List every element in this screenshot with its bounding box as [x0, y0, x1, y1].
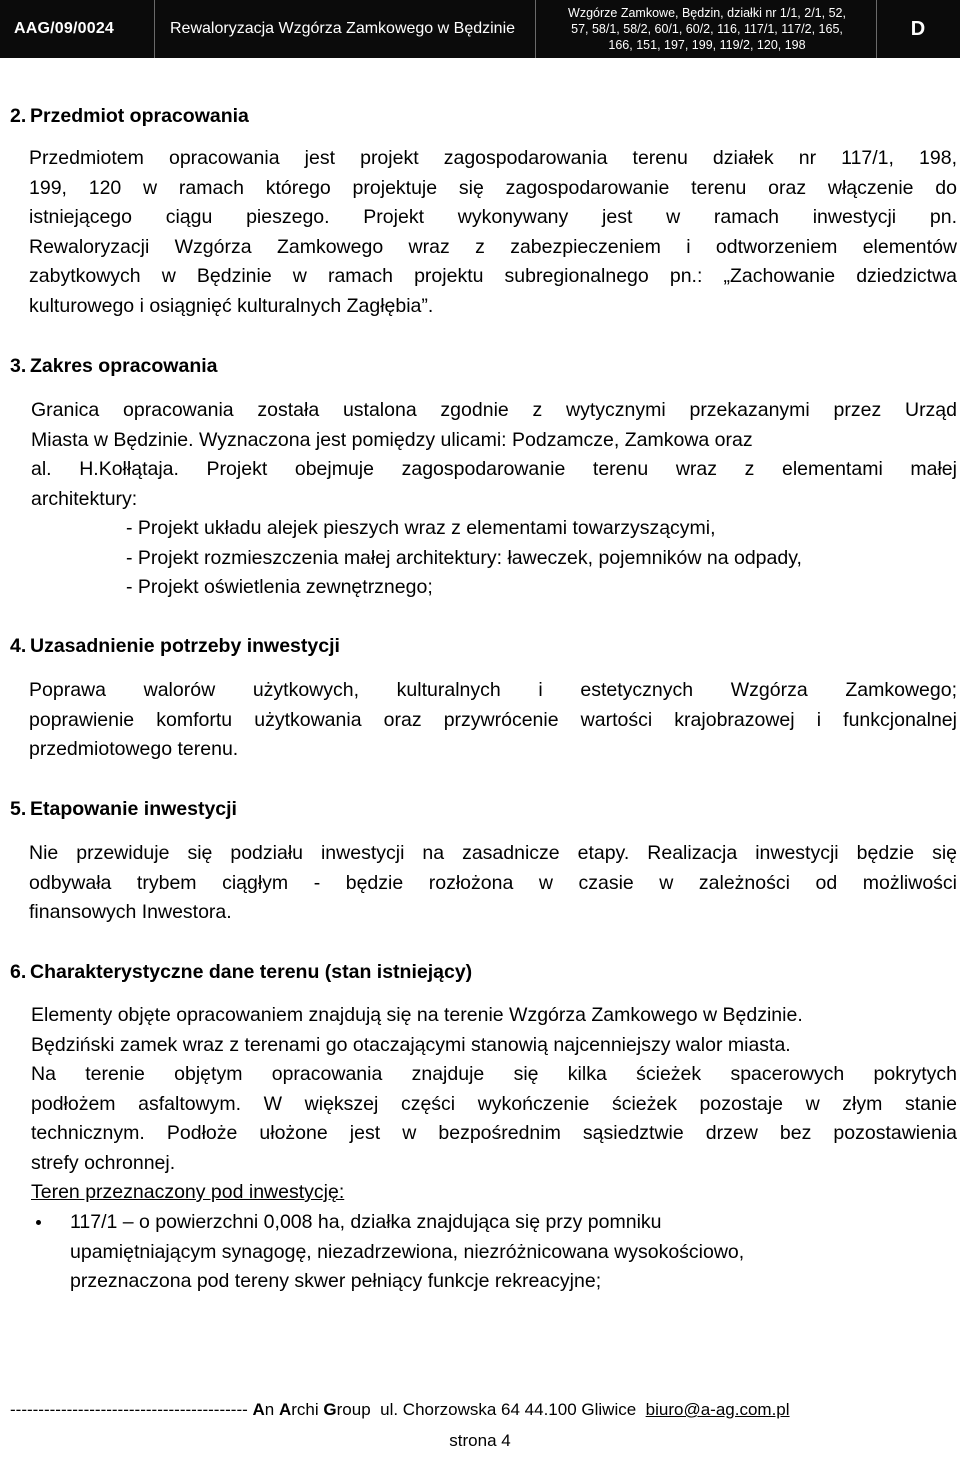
text-line: Granica opracowania została ustalona zgodnie z wytycznymi przekazanymi przez Urząd	[31, 399, 957, 421]
text-line: zabytkowych w Będzinie w ramach projektu subregionalnego pn.: „Zachowanie dziedzictwa	[29, 265, 957, 287]
text-line: istniejącego ciągu pieszego. Projekt wykonywany jest w ramach inwestycji pn.	[29, 206, 957, 228]
list-item: - Projekt układu alejek pieszych wraz z elementami towarzyszącymi,	[126, 517, 716, 539]
header-divider	[154, 0, 155, 58]
list-item: - Projekt rozmieszczenia małej architektury: ławeczek, pojemników na odpady,	[126, 546, 802, 569]
page-number: strona 4	[449, 1431, 511, 1450]
section-paragraph	[29, 676, 957, 765]
document-header	[0, 0, 960, 58]
section-heading	[10, 634, 340, 658]
section-paragraph	[29, 144, 957, 321]
location-line: Wzgórze Zamkowe, Będzin, działki nr 1/1, 2/1, 52,	[568, 6, 846, 20]
header-divider	[876, 0, 877, 58]
text-line: Miasta w Będzinie. Wyznaczona jest pomiędzy ulicami: Podzamcze, Zamkowa oraz	[31, 428, 753, 451]
section-title: Charakterystyczne dane terenu (stan istniejący)	[30, 961, 473, 983]
section-heading	[10, 797, 237, 821]
text-line: kulturowego i osiągnięć kulturalnych Zagłębia”.	[29, 294, 434, 317]
project-location	[548, 5, 866, 53]
section-paragraph	[31, 396, 957, 514]
bullet-icon	[36, 1220, 41, 1225]
section-paragraph	[29, 839, 957, 928]
section-number: 5.	[10, 798, 27, 820]
text-line: odbywała trybem ciągłym - będzie rozłożona w czasie w zależności od możliwości	[29, 871, 957, 894]
section-heading	[10, 960, 472, 984]
list-item: upamiętniającym synagogę, niezadrzewiona, niezróżnicowana wysokościowo,	[70, 1240, 745, 1263]
text-line: Na terenie objętym opracowania znajduje się kilka ścieżek spacerowych pokrytych	[31, 1063, 957, 1085]
company-address: ul. Chorzowska 64 44.100 Gliwice	[380, 1400, 637, 1419]
section-title: Przedmiot opracowania	[30, 105, 249, 127]
text-line: al. H.Kołłątaja. Projekt obejmuje zagospodarowanie terenu wraz z elementami małej	[31, 458, 957, 480]
text-line: Przedmiotem opracowania jest projekt zagospodarowania terenu działek nr 117/1, 198,	[29, 147, 957, 169]
project-title: Rewaloryzacja Wzgórza Zamkowego w Będzinie	[170, 20, 516, 37]
list-item: 117/1 – o powierzchni 0,008 ha, działka znajdująca się przy pomniku	[70, 1211, 662, 1233]
text-line: poprawienie komfortu użytkowania oraz przywrócenie wartości krajobrazowej i funkcjonalnej	[29, 708, 957, 731]
text-line: technicznym. Podłoże ułożone jest w bezpośrednim sąsiedztwie drzew bez pozostawienia	[31, 1122, 957, 1144]
text-line: Będziński zamek wraz z terenami go otaczającymi stanowią najcenniejszy walor miasta.	[31, 1033, 791, 1056]
company-name: An Archi Group	[252, 1400, 371, 1419]
parcel-list	[70, 1208, 950, 1297]
text-line: strefy ochronnej.	[31, 1151, 176, 1174]
location-line: 166, 151, 197, 199, 119/2, 120, 198	[608, 38, 806, 52]
header-divider	[535, 0, 536, 58]
scope-list	[126, 514, 946, 603]
section-paragraph	[31, 1001, 957, 1208]
project-code: AAG/09/0024	[14, 20, 115, 37]
subheading: Teren przeznaczony pod inwestycję:	[31, 1181, 345, 1203]
footer	[10, 1399, 955, 1421]
text-line: 199, 120 w ramach którego projektuje się zagospodarowanie terenu oraz włączenie do	[29, 176, 957, 199]
text-line: architektury:	[31, 487, 138, 510]
list-item: - Projekt oświetlenia zewnętrznego;	[126, 576, 433, 598]
section-letter: D	[910, 17, 926, 40]
section-title: Uzasadnienie potrzeby inwestycji	[30, 635, 340, 657]
footer-dashes: ------------------------------------------	[10, 1400, 248, 1419]
text-line: podłożem asfaltowym. W większej części wykończenie ścieżek pozostaje w złym stanie	[31, 1092, 957, 1115]
section-heading	[10, 354, 218, 378]
text-line: przedmiotowego terenu.	[29, 738, 239, 760]
section-title: Zakres opracowania	[30, 355, 218, 377]
text-line: Nie przewiduje się podziału inwestycji na zasadnicze etapy. Realizacja inwestycji będzie się	[29, 842, 957, 864]
email-link[interactable]: biuro@a-ag.com.pl	[645, 1400, 790, 1419]
text-line: Elementy objęte opracowaniem znajdują się na terenie Wzgórza Zamkowego w Będzinie.	[31, 1004, 803, 1026]
section-number: 3.	[10, 355, 27, 377]
location-line: 57, 58/1, 58/2, 60/1, 60/2, 116, 117/1, 117/2, 165,	[571, 22, 843, 36]
section-heading	[10, 104, 249, 128]
section-number: 6.	[10, 961, 27, 983]
list-item: przeznaczona pod tereny skwer pełniący funkcje rekreacyjne;	[70, 1270, 602, 1292]
text-line: finansowych Inwestora.	[29, 901, 232, 923]
text-line: Poprawa walorów użytkowych, kulturalnych i estetycznych Wzgórza Zamkowego;	[29, 679, 957, 701]
text-line: Rewaloryzacji Wzgórza Zamkowego wraz z zabezpieczeniem i odtworzeniem elementów	[29, 235, 957, 258]
section-number: 2.	[10, 105, 27, 127]
section-title: Etapowanie inwestycji	[30, 798, 237, 820]
section-number: 4.	[10, 635, 27, 657]
